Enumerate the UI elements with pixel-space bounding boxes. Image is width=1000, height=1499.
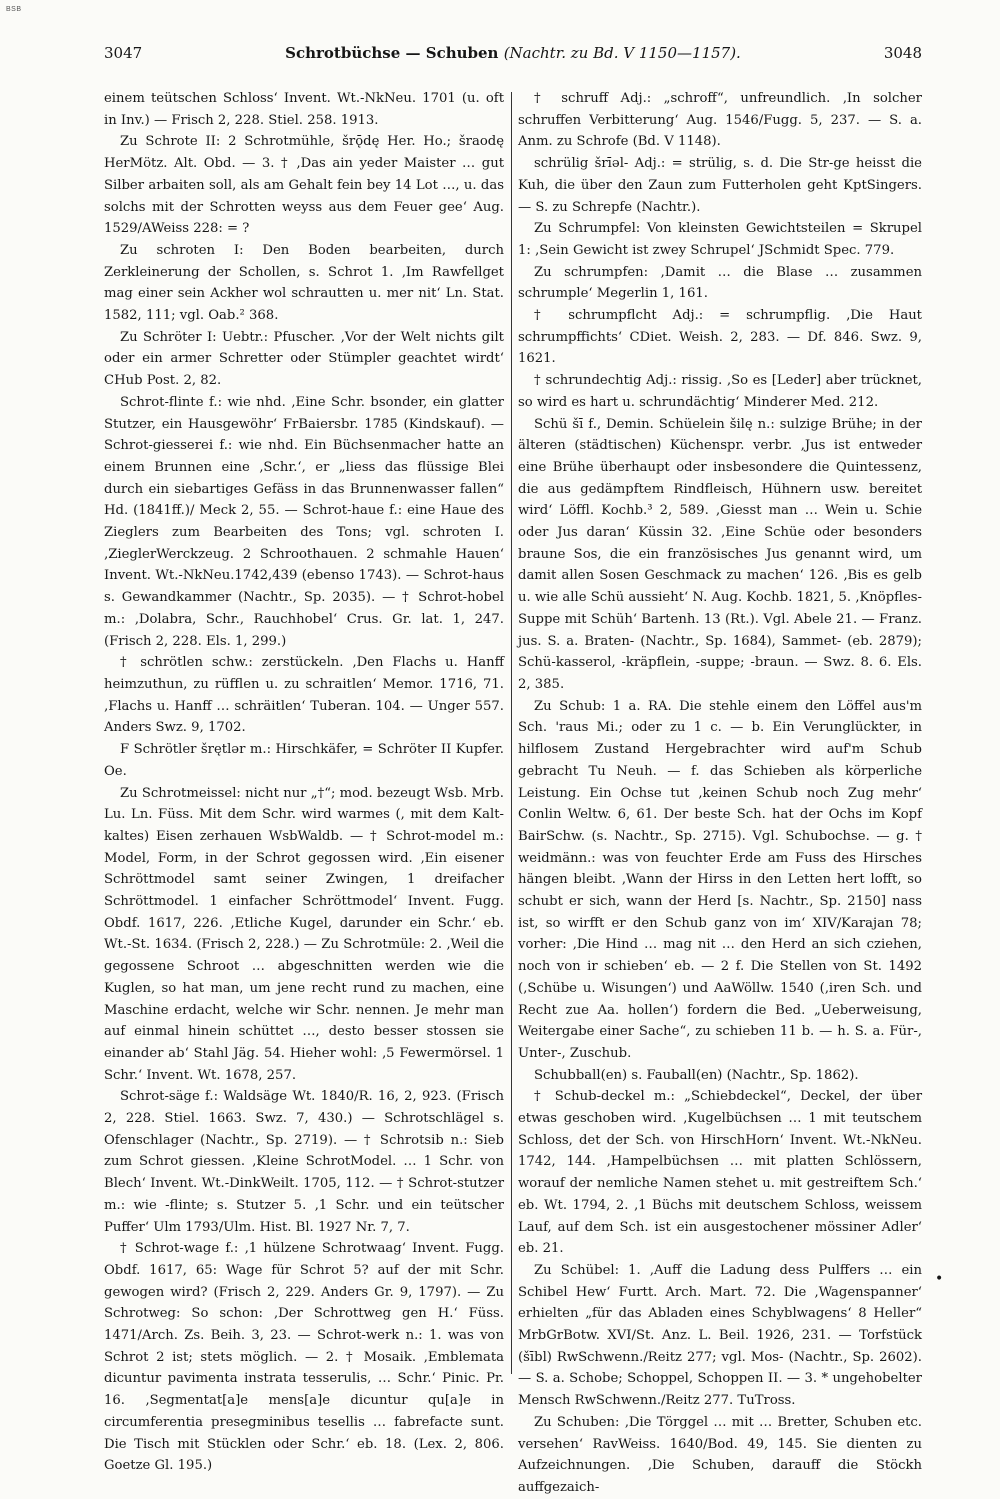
entry-paragraph: Zu Schröter I: Uebtr.: Pfuscher. ‚Vor der Welt nichts gilt oder ein armer Schretter oder Stümpler geachtet wirdt‘ CHub Post. 2, 82.	[104, 329, 504, 389]
entry-paragraph: Schrot-säge f.: Waldsäge Wt. 1840/R. 16, 2, 923. (Frisch 2, 228. Stiel. 1663. Swz. 7, 430.) — Schrotschlägel s. Ofenschlager (Nachtr., Sp. 2719). — † Schrotsib n.: Sieb zum Schrot giessen. ‚Kleine SchrotModel. … 1 Schr. von Blech‘ Invent. Wt.-DinkWeilt. 1705, 112. — † Schrot-stutzer m.: wie -flinte; s. Stutzer 5. ‚1 Schr. und ein teütscher Puffer‘ Ulm 1793/Ulm. Hist. Bl. 1927 Nr. 7, 7.	[104, 1089, 504, 1235]
margin-mark: •	[935, 1271, 944, 1287]
left-column	[104, 88, 504, 1474]
entry-paragraph: Zu schroten I: Den Boden bearbeiten, durch Zerkleinerung der Schollen, s. Schrot 1. ‚Im Rawfellget mag einer sein Ackher wol schrautten u. mer nit‘ Ln. Stat. 1582, 111; vgl. Oab.² 368.	[104, 242, 504, 324]
entry-paragraph: Zu Schuben: ‚Die Törggel … mit … Bretter, Schuben etc. versehen‘ RavWeiss. 1640/Bod. 49, 145. Sie dienten zu Aufzeichnungen. ‚Die Schuben, darauff die Stöckh auffgezaich-	[518, 1414, 922, 1495]
page-number-right: 3048	[883, 44, 922, 62]
entry-paragraph: Schü šī f., Demin. Schüelein šilę n.: sulzige Brühe; in der älteren (städtischen) Küchenspr. verbr. ‚Jus ist entweder eine Brühe überhaupt oder insbesondere die Quintessenz, die aus gedämpftem Rindfleisch, Hühnern usw. bereitet wird‘ Löffl. Kochb.³ 2, 589. ‚Giesst man … Wein u. Schie oder Jus daran‘ Küssin 32. ‚Eine Schüe oder besonders braune Sos, die ein französisches Jus genannt wird, um damit allen Sosen Geschmack zu machen‘ 126. ‚Bis es gelb u. wie alle Schü aussieht‘ N. Aug. Kochb. 1821, 5. ‚Knöpfles-Suppe mit Schüh‘ Bartenh. 13 (Rt.). Vgl. Abele 21. — Franz. jus. S. a. Braten- (Nachtr., Sp. 1684), Sammet- (eb. 2879); Schü-kasserol, -kräpflein, -suppe; -braun. — Swz. 8. 6. Els. 2, 385.	[518, 416, 922, 692]
entry-paragraph: † schrumpflcht Adj.: = schrumpflig. ‚Die Haut schrumpffichts‘ CDiet. Weish. 2, 283. — Df. 846. Swz. 9, 1621.	[518, 308, 922, 367]
entry-paragraph: F Schrötler šrętlər m.: Hirschkäfer, = Schröter II Kupfer. Oe.	[104, 742, 504, 779]
entry-paragraph: Zu Schub: 1 a. RA. Die stehle einem den Löffel aus'm Sch. 'raus Mi.; oder zu 1 c. — b. Ein Verunglückter, in hilflosem Zustand Hergebrachter wird auf'm Schub gebracht Tu Neuh. — f. das Schieben als körperliche Leistung. Ein Ochse tut ‚keinen Schub noch Zug mehr‘ Conlin Weltw. 6, 61. Der beste Sch. hat der Ochs im Kopf BairSchw. (s. Nachtr., Sp. 2715). Vgl. Schubochse. — g. † weidmänn.: was von feuchter Erde am Fuss des Hirsches hängen bleibt. ‚Wann der Hirss in den Letten hert lofft, so schubt er sich, wann der Herd [s. Nachtr., Sp. 2150] nass ist, so wirfft er den Schub ganz von im‘ XIV/Karajan 78; vorher: ‚Die Hind … mag nit … den Herd an sich cziehen, noch von ir schieben‘ eb. — 2 f. Die Stellen von St. 1492 (‚Schübe u. Wisungen‘) und AaWöllw. 1540 (‚iren Sch. und Recht zue Aa. hollen‘) fordern die Bed. „Ueberweisung, Weitergabe einer Sache“, zu schieben 11 b. — h. S. a. Für-, Unter-, Zuschub.	[518, 698, 922, 1061]
entry-paragraph: Zu schrumpfen: ‚Damit … die Blase … zusammen schrumple‘ Megerlin 1, 161.	[518, 264, 922, 302]
entry-paragraph: Zu Schrotmeissel: nicht nur „†“; mod. bezeugt Wsb. Mrb. Lu. Ln. Füss. Mit dem Schr. wird warmes (, mit dem Kalt- kaltes) Eisen zerhauen WsbWaldb. — † Schrot-model m.: Model, Form, in der Schrot gegossen wird. ‚Ein eisener Schröttmodel samt seiner Zwingen, 1 dreifacher Schröttmodel. 1 einfacher Schröttmodel‘ Invent. Fugg. Obdf. 1617, 226. ‚Etliche Kugel, darunder ein Schr.‘ eb. Wt.-St. 1634. (Frisch 2, 228.) — Zu Schrotmüle: 2. ‚Weil die gegossene Schroot … abgeschnitten werden wie die Kuglen, so hat man, um jene recht rund zu machen, eine Maschine erdacht, welche wir Schr. nennen. Je mehr man auf einmal hinein schüttet …, desto besser stossen sie einander ab‘ Stahl Jäg. 54. Hieher wohl: ‚5 Fewermörsel. 1 Schr.‘ Invent. Wt. 1678, 257.	[104, 785, 504, 1083]
entry-paragraph: Zu Schrote II: 2 Schrotmühle, šrǭdę Her. Ho.; šraodę HerMötz. Alt. Obd. — 3. † ‚Das ain yeder Maister … gut Silber arbaiten soll, als am Gehalt fein bey 14 Lot …, u. das solchs mit der Schrotten weyss aus dem Feuer gee‘ Aug. 1529/AWeiss 228: = ?	[104, 134, 504, 237]
running-title-subtitle: (Nachtr. zu Bd. V 1150—1157).	[503, 44, 741, 62]
entry-paragraph: Zu Schrumpfel: Von kleinsten Gewichtsteilen = Skrupel 1: ‚Sein Gewicht ist zwey Schrupel‘ JSchmidt Spec. 779.	[518, 221, 922, 258]
entry-paragraph: schrülig šrīəl- Adj.: = strülig, s. d. Die Str-ge heisst die Kuh, die über den Zaun zum Futterholen geht KptSingers. — S. zu Schrepfe (Nachtr.).	[518, 156, 922, 215]
running-title	[104, 44, 922, 62]
entry-paragraph: † Schrot-wage f.: ‚1 hülzene Schrotwaag‘ Invent. Fugg. Obdf. 1617, 65: Wage für Schrot 5? auf der mit Schr. gewogen wird? (Frisch 2, 229. Anders Gr. 9, 1797). — Zu Schrotweg: So schon: ‚Der Schrottweg gen H.‘ Füss. 1471/Arch. Zs. Beih. 3, 23. — Schrot-werk n.: 1. was von Schrot 2 ist; stets möglich. — 2. † Mosaik. ‚Emblemata dicuntur pavimenta instrata tesserulis, … Schr.‘ Pinic. Pr. 16. ‚Segmentat[a]e mens[a]e dicuntur qu[a]e in circumferentia presegminibus tesellis … fabrefacte sunt. Die Tisch mit Stücklen oder Schr.‘ eb. 18. (Lex. 2, 806. Goetze Gl. 195.)	[104, 1241, 504, 1474]
entry-paragraph: Schubball(en) s. Fauball(en) (Nachtr., Sp. 1862).	[534, 1067, 859, 1083]
column-divider	[511, 92, 512, 1374]
entry-paragraph: Schrot-flinte f.: wie nhd. ‚Eine Schr. bsonder, ein glatter Stutzer, ein Hausgewöhr‘ FrBaiersbr. 1785 (Kindskauf). — Schrot-giesserei f.: wie nhd. Ein Büchsenmacher hatte an einem Brunnen eine ‚Schr.‘, er „liess das flüssige Blei durch ein siebartiges Gefäss in das Brunnenwasser fallen“ Hd. (1841ff.)/ Meck 2, 55. — Schrot-haue f.: eine Haue des Zieglers zum Bearbeiten des Tons; vgl. schroten I. ‚ZieglerWerckzeug. 2 Schroothauen. 2 schmahle Hauen‘ Invent. Wt.-NkNeu.1742,439 (ebenso 1743). — Schrot-haus s. Gewandkammer (Nachtr., Sp. 2035). — † Schrot-hobel m.: ‚Dolabra, Schr., Rauchhobel‘ Crus. Gr. lat. 1, 247. (Frisch 2, 228. Els. 1, 299.)	[104, 394, 504, 649]
right-column	[518, 88, 922, 1495]
entry-paragraph: Zu Schübel: 1. ‚Auff die Ladung dess Pulffers … ein Schibel Hew‘ Furtt. Arch. Mart. 72. Die ‚Wagenspanner‘ erhielten „für das Abladen eines Schyblwagens‘ 8 Heller“ MrbGrBotw. XVI/St. Anz. L. Beil. 1926, 231. — Torfstück (šībl) RwSchwenn./Reitz 277; vgl. Mos- (Nachtr., Sp. 2602). — S. a. Schobe; Schoppel, Schoppen II. — 3. * ungehobelter Mensch RwSchwenn./Reitz 277. TuTross.	[518, 1262, 922, 1409]
page-header	[104, 44, 922, 66]
entry-paragraph: † schruff Adj.: „schroff“, unfreundlich. ‚In solcher schruffen Verbitterung‘ Aug. 1546/Fugg. 5, 237. — S. a. Anm. zu Schrofe (Bd. V 1148).	[518, 91, 922, 150]
entry-paragraph: † schrötlen schw.: zerstückeln. ‚Den Flachs u. Hanff heimzuthun, zu rüfflen u. zu schraitlen‘ Memor. 1716, 71. ‚Flachs u. Hanff … schräitlen‘ Tuberan. 104. — Unger 557. Anders Swz. 9, 1702.	[104, 655, 504, 736]
entry-paragraph: † Schub-deckel m.: „Schiebdeckel“, Deckel, der über etwas geschoben wird. ‚Kugelbüchsen … 1 mit teutschem Schloss, det der Sch. von HirschHorn‘ Invent. Wt.-NkNeu. 1742, 144. ‚Hampelbüchsen … mit platten Schlössern, worauf der nemliche Namen stehet u. mit gestreiftem Sch.‘ eb. Wt. 1794, 2. ‚1 Büchs mit deutschem Schloss, weissem Lauf, auf dem Sch. ist ein ausgestochener mössiner Adler‘ eb. 21.	[518, 1089, 922, 1257]
running-title-text: Schrotbüchse — Schuben	[285, 44, 499, 62]
page-number-left: 3047	[104, 44, 143, 62]
entry-paragraph: † schrundechtig Adj.: rissig. ‚So es [Leder] aber trücknet, so wird es hart u. schrundächtig‘ Minderer Med. 212.	[518, 373, 922, 410]
library-stamp: BSB	[6, 6, 22, 13]
entry-paragraph: einem teütschen Schloss‘ Invent. Wt.-NkNeu. 1701 (u. oft in Inv.) — Frisch 2, 228. Stiel. 258. 1913.	[104, 91, 504, 128]
